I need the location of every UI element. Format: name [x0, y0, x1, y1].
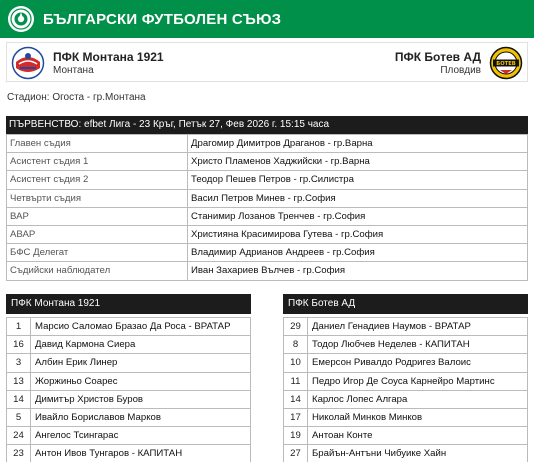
table-row — [7, 135, 528, 153]
competition-header: ПЪРВЕНСТВО: efbet Лига - 23 Кръг, Петък 27, Фев 2026 г. 15:15 часа — [6, 116, 528, 134]
officials-table — [6, 134, 528, 281]
home-team[interactable] — [11, 46, 164, 80]
official-name: Драгомир Димитров Драганов - гр.Варна — [188, 135, 528, 153]
away-lineup-title: ПФК Ботев АД — [283, 294, 528, 314]
botev-crest-text: БОТЕВ — [496, 61, 516, 68]
player-number: 3 — [7, 354, 31, 372]
player-number: 8 — [284, 336, 308, 354]
player-name: Жоржиньо Соарес — [31, 372, 251, 390]
home-team-name: ПФК Монтана 1921 — [53, 50, 164, 64]
official-role: БФС Делегат — [7, 244, 188, 262]
match-card — [6, 42, 528, 82]
home-lineup-table — [6, 317, 251, 462]
official-name: Христо Пламенов Хаджийски - гр.Варна — [188, 153, 528, 171]
table-row — [284, 336, 528, 354]
official-role: ВАР — [7, 207, 188, 225]
official-name: Васил Петров Минев - гр.София — [188, 189, 528, 207]
table-row — [7, 445, 251, 462]
table-row — [7, 225, 528, 243]
player-name: Николай Минков Минков — [308, 408, 528, 426]
table-row — [7, 207, 528, 225]
home-team-city: Монтана — [53, 65, 94, 76]
player-name: Димитър Христов Буров — [31, 390, 251, 408]
player-name: Ангелос Тсингарас — [31, 427, 251, 445]
player-number: 14 — [7, 390, 31, 408]
player-number: 23 — [7, 445, 31, 462]
official-role: Асистент съдия 1 — [7, 153, 188, 171]
player-number: 17 — [284, 408, 308, 426]
official-role: Съдийски наблюдател — [7, 262, 188, 280]
player-number: 27 — [284, 445, 308, 462]
table-row — [284, 408, 528, 426]
player-number: 10 — [284, 354, 308, 372]
away-lineup — [283, 294, 528, 462]
official-role: Четвърти съдия — [7, 189, 188, 207]
table-row — [284, 354, 528, 372]
official-name: Владимир Адрианов Андреев - гр.София — [188, 244, 528, 262]
player-name: Карлос Лопес Алгара — [308, 390, 528, 408]
player-name: Антоан Конте — [308, 427, 528, 445]
official-role: АВАР — [7, 225, 188, 243]
player-name: Давид Кармона Сиера — [31, 336, 251, 354]
player-name: Албин Ерик Линер — [31, 354, 251, 372]
player-name: Емерсон Ривалдо Родригез Валоис — [308, 354, 528, 372]
away-team[interactable] — [395, 46, 523, 80]
table-row — [7, 153, 528, 171]
table-row — [7, 336, 251, 354]
player-number: 5 — [7, 408, 31, 426]
table-row — [7, 171, 528, 189]
player-name: Брайън-Антъни Чибуике Хайн — [308, 445, 528, 462]
player-name: Марсио Саломао Бразао Да Роса - ВРАТАР — [31, 318, 251, 336]
away-lineup-table — [283, 317, 528, 462]
table-row — [7, 262, 528, 280]
official-name: Християна Красимирова Гутева - гр.София — [188, 225, 528, 243]
player-number: 13 — [7, 372, 31, 390]
player-number: 14 — [284, 390, 308, 408]
player-name: Ивайло Бориславов Марков — [31, 408, 251, 426]
table-row — [7, 390, 251, 408]
player-number: 16 — [7, 336, 31, 354]
player-number: 11 — [284, 372, 308, 390]
away-team-name: ПФК Ботев АД — [394, 50, 481, 64]
player-name: Даниел Генадиев Наумов - ВРАТАР — [308, 318, 528, 336]
table-row — [284, 390, 528, 408]
officials-section — [6, 116, 528, 281]
montana-crest-icon — [11, 46, 45, 80]
table-row — [284, 427, 528, 445]
botev-crest-icon — [489, 46, 523, 80]
player-number: 29 — [284, 318, 308, 336]
table-row — [7, 189, 528, 207]
official-name: Станимир Лозанов Тренчев - гр.София — [188, 207, 528, 225]
table-row — [7, 244, 528, 262]
table-row — [7, 372, 251, 390]
player-number: 19 — [284, 427, 308, 445]
table-row — [7, 408, 251, 426]
stadium-line: Стадион: Огоста - гр.Монтана — [7, 92, 146, 103]
table-row — [284, 372, 528, 390]
top-header-bar — [0, 0, 534, 38]
player-number: 1 — [7, 318, 31, 336]
home-lineup — [6, 294, 251, 462]
table-row — [7, 318, 251, 336]
bfs-logo-icon — [8, 6, 34, 32]
table-row — [7, 354, 251, 372]
official-name: Иван Захариев Вълчев - гр.София — [188, 262, 528, 280]
home-lineup-title: ПФК Монтана 1921 — [6, 294, 251, 314]
table-row — [7, 427, 251, 445]
table-row — [284, 445, 528, 462]
player-name: Антон Ивов Тунгаров - КАПИТАН — [31, 445, 251, 462]
official-role: Главен съдия — [7, 135, 188, 153]
federation-title: БЪЛГАРСКИ ФУТБОЛЕН СЪЮЗ — [43, 10, 282, 28]
player-name: Педро Игор Де Соуса Карнейро Мартинс — [308, 372, 528, 390]
player-name: Тодор Любчев Неделев - КАПИТАН — [308, 336, 528, 354]
table-row — [284, 318, 528, 336]
official-name: Теодор Пешев Петров - гр.Силистра — [188, 171, 528, 189]
away-team-city: Пловдив — [440, 65, 481, 76]
player-number: 24 — [7, 427, 31, 445]
official-role: Асистент съдия 2 — [7, 171, 188, 189]
